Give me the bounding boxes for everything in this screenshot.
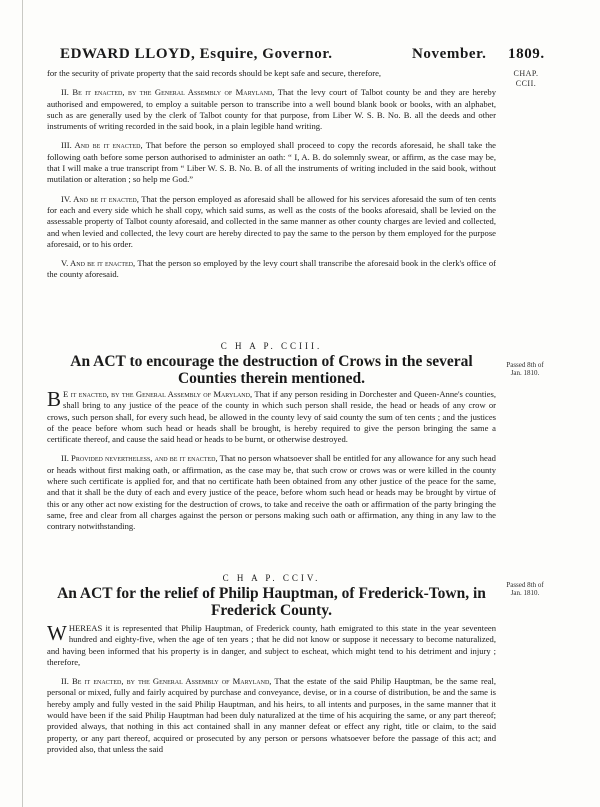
paragraph: II. Be it enacted, by the General Assembly of Maryland, That the levy court of Talbot county be and they are hereby authorised and empowered, to employ a suitable person to transcribe into a well bound blank book or books, with an alphabet, such as are generally used by the clerk of Talbot county for that purpose, from Liber W. S. B. No. B. all the deeds and other instruments of writing recorded in the said book, in a plain legible hand writing. xyxy=(47,87,496,132)
chapter-ccii-heading: C H A P. CCIII. xyxy=(220,341,323,351)
header-month: November. xyxy=(412,46,487,62)
preamble-lead: HEREAS xyxy=(68,623,103,633)
paragraph: WHEREAS it is represented that Philip Hauptman, of Frederick county, hath emigrated to this state in the year seventeen hundred and eighty-five, when the age of ten years ; that he did not know or suppose it necessary to become naturalized, and having been informed that his property is in danger, and subject to escheat, which might tend to his detriment and injury ; therefore, xyxy=(47,621,496,667)
margin-chapter-note xyxy=(508,69,544,89)
drop-cap: W xyxy=(47,621,67,645)
enacting-clause: II. Be it enacted, by the General Assembly of Maryland, xyxy=(61,87,275,98)
paragraph: V. And be it enacted, That the person so employed by the levy court shall transcribe the aforesaid book in the clerk's office of the county aforesaid. xyxy=(47,258,496,280)
chapter-cciv-body xyxy=(47,623,496,755)
chapter-cciii-body xyxy=(47,389,496,533)
act-title-hauptman: An ACT for the relief of Philip Hauptman, of Frederick-Town, in Frederick County. xyxy=(57,585,486,619)
enacting-clause: II. Be it enacted, by the General Assembly of Maryland, xyxy=(61,676,272,687)
enacting-clause: II. Provided nevertheless, and be it enacted, xyxy=(61,453,218,464)
paragraph: for the security of private property that the said records should be kept safe and secure, therefore, xyxy=(47,68,382,78)
page-binding-edge xyxy=(22,0,23,807)
chapter-ccii-body xyxy=(47,68,496,281)
margin-chap-number: CCII. xyxy=(515,79,537,88)
drop-cap: B xyxy=(47,387,62,411)
act-title-crows: An ACT to encourage the destruction of Crows in the several Counties therein mentioned. xyxy=(70,353,473,387)
paragraph: B E it enacted, by the General Assembly of Maryland, That if any person residing in Dorchester and Queen-Anne's counties, shall bring to any justice of the peace of the county in which such person shall reside, the head or heads of any crow or crows, such person shall, for every such head, be allowed in the county levy of said county the sum of ten cents ; and the justices of the peace before whom such head or heads shall be brought, is hereby required to give the person bringing the same a certificate thereof, and cause the said head or heads to be burnt, or otherwise destroyed. xyxy=(47,387,496,445)
paragraph: II. Provided nevertheless, and be it enacted, That no person whatsoever shall be entitled for any allowance for any such head or heads without first making oath, or affirmation, as the case may be, that such crow or crows was or were killed in the county where such certificate is applied for, and that no certificate hath been obtained from any other justice of the peace for the same, and that it shall be the duty of each and every justice of the peace, before whom such head or heads may be brought by virtue of this or any other act now existing for the destruction of crows, to take and receive the oath or affirmation of the party bringing the same, free and clear from all charges against the person or persons making such oath or affirmation, any thing in any law to the contrary notwithstanding. xyxy=(47,453,496,532)
enacting-clause: V. And be it enacted, xyxy=(61,258,136,269)
enacting-clause: III. And be it enacted, xyxy=(61,140,143,151)
paragraph: III. And be it enacted, That before the person so employed shall proceed to copy the records aforesaid, he shall take the following oath before some person authorised to administer an oath: “ I, A. B. do solemnly swear, or affirm, as the case may be, that I will make a true transcript from “ Liber W. S. B. No. B. of all the instruments of writing included in the said book, without mutilation or alteration ; so help me God.” xyxy=(47,140,496,185)
enacting-clause: IV. And be it enacted, xyxy=(61,193,139,204)
header-title: EDWARD LLOYD, Esquire, Governor. xyxy=(60,46,333,62)
chapter-cciv-heading: C H A P. CCIV. xyxy=(222,573,321,583)
margin-passed-note: Passed 8th of Jan. 1810. xyxy=(506,361,544,377)
header-year: 1809. xyxy=(508,46,545,62)
paragraph: II. Be it enacted, by the General Assembly of Maryland, That the estate of the said Philip Hauptman, be the same real, personal or mixed, fully and fairly acquired by purchase and conveyance, devise, or in a course of distribution, be and the same is hereby amply and fully vested in the said Philip Hauptman, and his heirs, to all intents and purposes, in the same manner that it would have been if the said Philip Hauptman had been duly naturalized at the time of his acquiring the same, or any part thereof; provided always, that nothing in this act contained shall in any manner defeat or effect any right, title or claim, to the said property, or any part thereof, acquired or prosecuted by any person or persons whatsoever before the passage of this act; and provided also, that unless the said xyxy=(47,676,496,754)
enacting-clause: E it enacted, by the General Assembly of Maryland, xyxy=(63,389,253,399)
running-header xyxy=(60,46,546,68)
paragraph: IV. And be it enacted, That the person employed as aforesaid shall be allowed for his services aforesaid the sum of ten cents for each and every side which he shall copy, which said sums, as well as the costs of the books aforesaid, shall be levied on the assessable property of Talbot county aforesaid, and collected in the same manner as other county charges are levied and collected, and when levied and collected, the levy court are hereby directed to pay the same to the person by them employed for the purpose aforesaid, or to his order. xyxy=(47,193,496,249)
margin-passed-note: Passed 8th of Jan. 1810. xyxy=(506,581,544,597)
margin-chap-label: CHAP. xyxy=(513,69,539,78)
